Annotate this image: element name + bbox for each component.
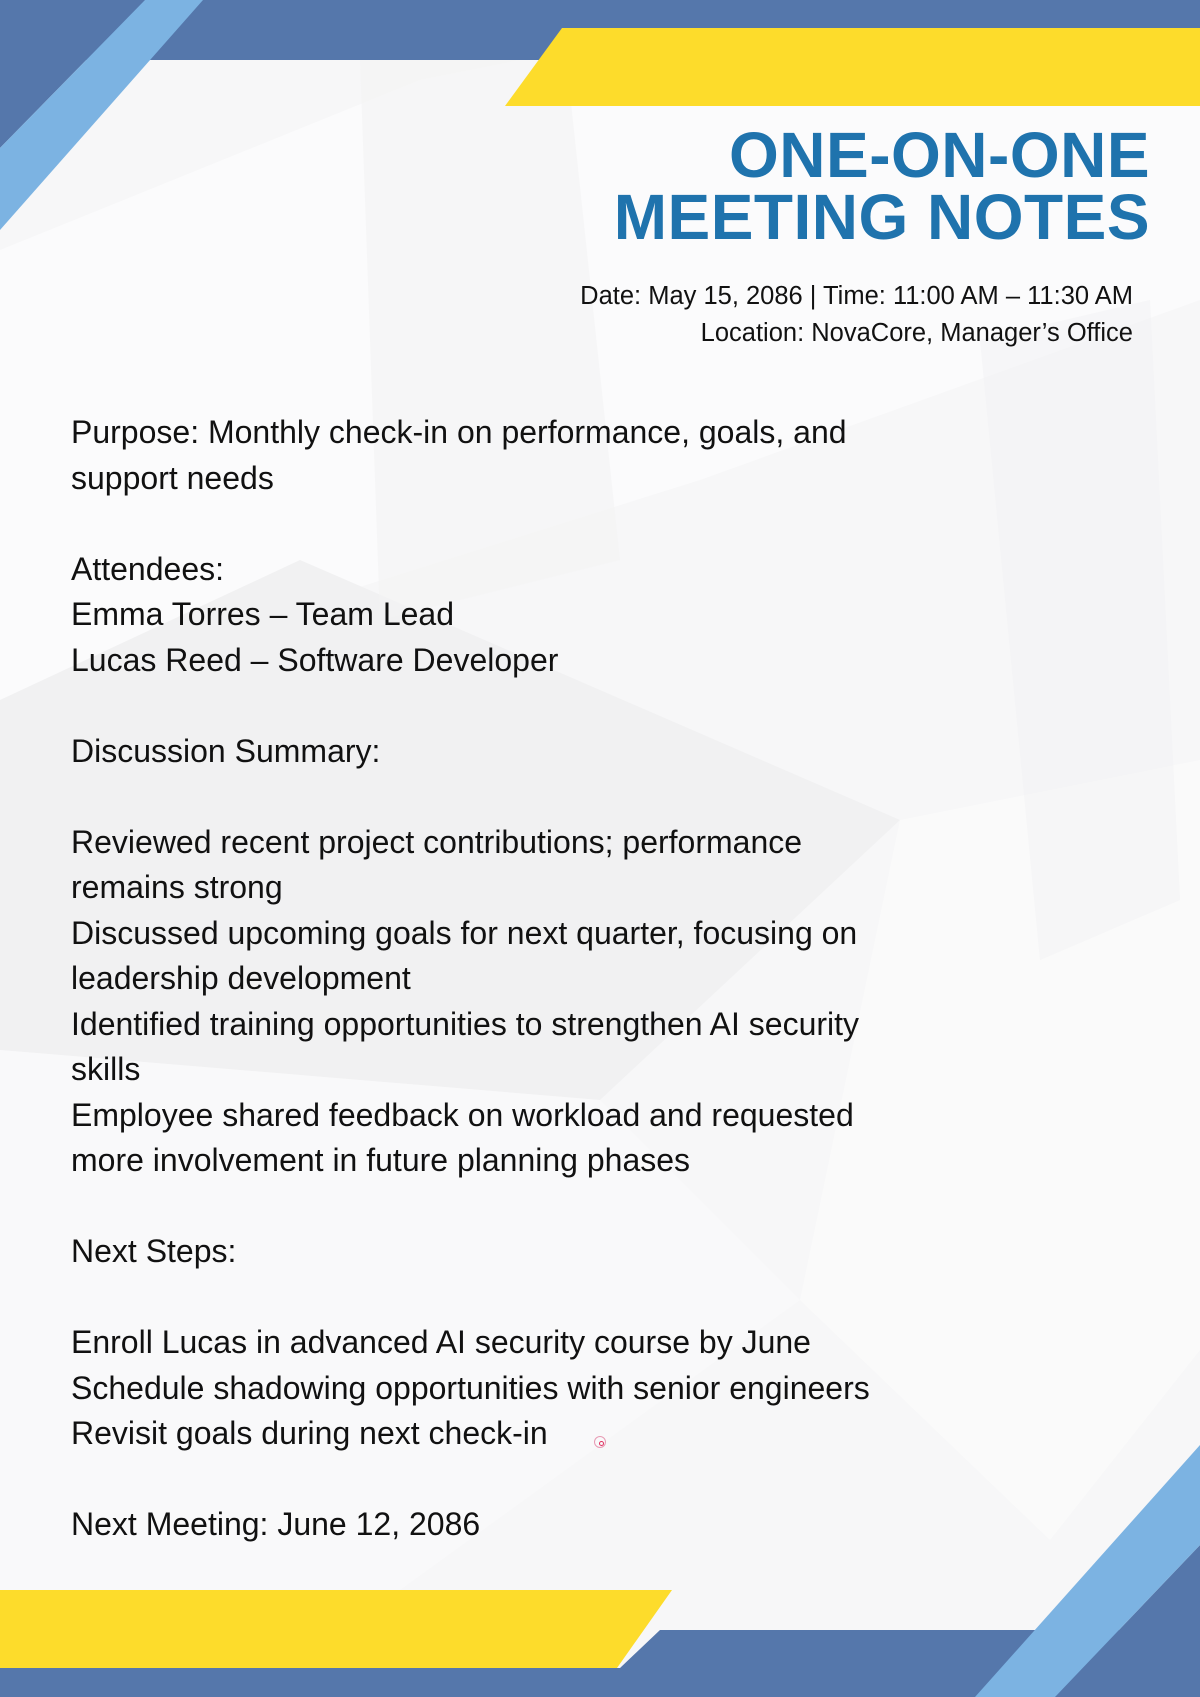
purpose-line-1: Purpose: Monthly check-in on performance, goals, and <box>71 414 847 450</box>
discussion-line: Identified training opportunities to strengthen AI security <box>71 1005 860 1042</box>
purpose-line-2: support needs <box>71 459 274 496</box>
next-meeting-line: Next Meeting: June 12, 2086 <box>71 1506 481 1542</box>
discussion-line: skills <box>71 1051 141 1087</box>
attendees-heading: Attendees: <box>71 550 224 587</box>
next-steps-heading: Next Steps: <box>71 1233 237 1269</box>
title-line-2: MEETING NOTES <box>613 181 1150 253</box>
next-step-item: Schedule shadowing opportunities with senior engineers <box>71 1369 870 1406</box>
discussion-heading: Discussion Summary: <box>71 732 381 769</box>
next-step-item: Revisit goals during next check-in <box>71 1415 548 1451</box>
location-line: Location: NovaCore, Manager’s Office <box>700 319 1133 347</box>
discussion-line: more involvement in future planning phases <box>71 1142 691 1178</box>
meeting-meta <box>580 278 1133 352</box>
attendee-item: Emma Torres – Team Lead <box>71 596 454 632</box>
attendee-item: Lucas Reed – Software Developer <box>71 641 559 678</box>
date-time-line: Date: May 15, 2086 | Time: 11:00 AM – 11:30 AM <box>580 282 1133 310</box>
cursor-marker-icon <box>594 1436 606 1448</box>
discussion-line: Employee shared feedback on workload and requested <box>71 1096 854 1133</box>
discussion-line: remains strong <box>71 869 283 905</box>
discussion-line: Discussed upcoming goals for next quarter, focusing on <box>71 914 858 951</box>
discussion-line: leadership development <box>71 960 411 996</box>
title-line-1: ONE-ON-ONE <box>729 119 1150 191</box>
discussion-line: Reviewed recent project contributions; performance <box>71 823 803 860</box>
document-title <box>613 119 1150 253</box>
notes-body <box>71 410 911 1548</box>
next-step-item: Enroll Lucas in advanced AI security course by June <box>71 1324 811 1360</box>
